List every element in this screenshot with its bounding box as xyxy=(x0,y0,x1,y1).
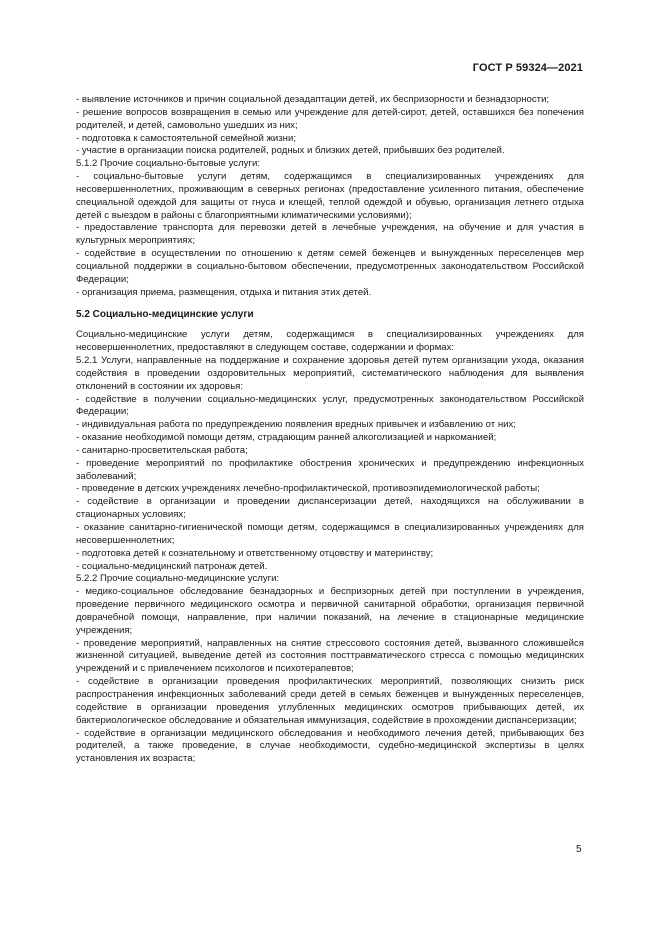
paragraph: - социально-бытовые услуги детям, содержащимся в специализированных учреждениях для несовершеннолетних, проживающим в северных регионах (предоставление усиленного питания, обеспечение специальной одеждой для защиты от гнуса и клещей, теплой одеждой и обувью, организация летнего отдыха детей с выездом в районы с благоприятными климатическими условиями); xyxy=(76,171,584,221)
subsection-heading: 5.2.2 Прочие социально-медицинские услуги: xyxy=(76,573,280,585)
paragraph: Социально-медицинские услуги детям, содержащимся в специализированных учреждениях для несовершеннолетних, предоставляют в следующем составе, содержании и формах: xyxy=(76,329,584,354)
paragraph: - участие в организации поиска родителей, родных и близких детей, прибывших без родителей. xyxy=(76,145,505,157)
paragraph: - оказание необходимой помощи детям, страдающим ранней алкоголизацией и наркоманией; xyxy=(76,432,497,444)
paragraph: - содействие в организации и проведении диспансеризации детей, находящихся на обслуживании в стационарных условиях; xyxy=(76,496,584,521)
paragraph: - содействие в организации проведения профилактических мероприятий, позволяющих снизить риск распространения инфекционных заболеваний среди детей в семьях беженцев и вынужденных переселенцев, содействие в организации проведения углубленных медицинских осмотров прибывающих детей, их бактериологическое обследование и обязательная иммунизация, содействие в прохождении диспансеризации; xyxy=(76,676,584,726)
document-body xyxy=(76,94,584,766)
paragraph: - проведение мероприятий, направленных на снятие стрессового состояния детей, вызванного сложившейся жизненной ситуацией, выведение детей из состояния посттравматического стресса с помощью медицинских учреждений и с привлечением психологов и психотерапевтов; xyxy=(76,637,584,675)
section-title: 5.2 Социально-медицинские услуги xyxy=(76,308,254,320)
paragraph: - выявление источников и причин социальной дезадаптации детей, их беспризорности и безнадзорности; xyxy=(76,94,550,105)
paragraph: - организация приема, размещения, отдыха и питания этих детей. xyxy=(76,286,372,298)
document-code: ГОСТ Р 59324—2021 xyxy=(472,62,583,74)
subsection-heading: 5.2.1 Услуги, направленные на поддержание и сохранение здоровья детей путем организации ухода, оказания содействия в проведении оздоровительных мероприятий, систематического наблюдения для выявления отклонений в состоянии их здоровья: xyxy=(76,355,584,392)
paragraph: - оказание санитарно-гигиенической помощи детям, содержащимся в специализированных учреждениях для несовершеннолетних; xyxy=(76,522,584,546)
paragraph: - медико-социальное обследование безнадзорных и беспризорных детей при поступлении в учреждения, проведение первичного медицинского осмотра и первичной санитарной обработки, организация первичной доврачебной помощи, направление, при наличии показаний, на лечение в стационарные медицинские учреждения; xyxy=(76,586,584,636)
paragraph: - подготовка детей к сознательному и ответственному отцовству и материнству; xyxy=(76,547,434,559)
paragraph: - санитарно-просветительская работа; xyxy=(76,444,248,456)
paragraph: - проведение мероприятий по профилактике обострения хронических и предупреждению инфекционных заболеваний; xyxy=(76,457,584,482)
subsection-heading: 5.1.2 Прочие социально-бытовые услуги: xyxy=(76,158,260,170)
paragraph: - содействие в осуществлении по отношению к детям семей беженцев и вынужденных переселенцев мер социальной поддержки в социально-бытовом обеспечении, предусмотренных законодательством Российской Федерации; xyxy=(76,248,584,285)
paragraph: - решение вопросов возвращения в семью или учреждение для детей-сирот, детей, оставшихся без попечения родителей, и детей, самовольно ушедших из них; xyxy=(76,106,584,131)
paragraph: - подготовка к самостоятельной семейной жизни; xyxy=(76,132,296,144)
paragraph: - индивидуальная работа по предупреждению появления вредных привычек и избавлению от них; xyxy=(76,419,516,431)
paragraph: - социально-медицинский патронаж детей. xyxy=(76,560,268,572)
paragraph: - содействие в организации медицинского обследования и необходимого лечения детей, прибывающих без родителей, а также проведение, в случае необходимости, судебно-медицинской экспертизы в целях установления их возраста; xyxy=(76,727,584,765)
paragraph: - предоставление транспорта для перевозки детей в лечебные учреждения, на обучение и для участия в культурных мероприятиях; xyxy=(76,222,584,247)
paragraph: - содействие в получении социально-медицинских услуг, предусмотренных законодательством Российской Федерации; xyxy=(76,393,584,418)
paragraph: - проведение в детских учреждениях лечебно-профилактической, противоэпидемиологической работы; xyxy=(76,483,540,495)
page-number: 5 xyxy=(576,844,582,855)
